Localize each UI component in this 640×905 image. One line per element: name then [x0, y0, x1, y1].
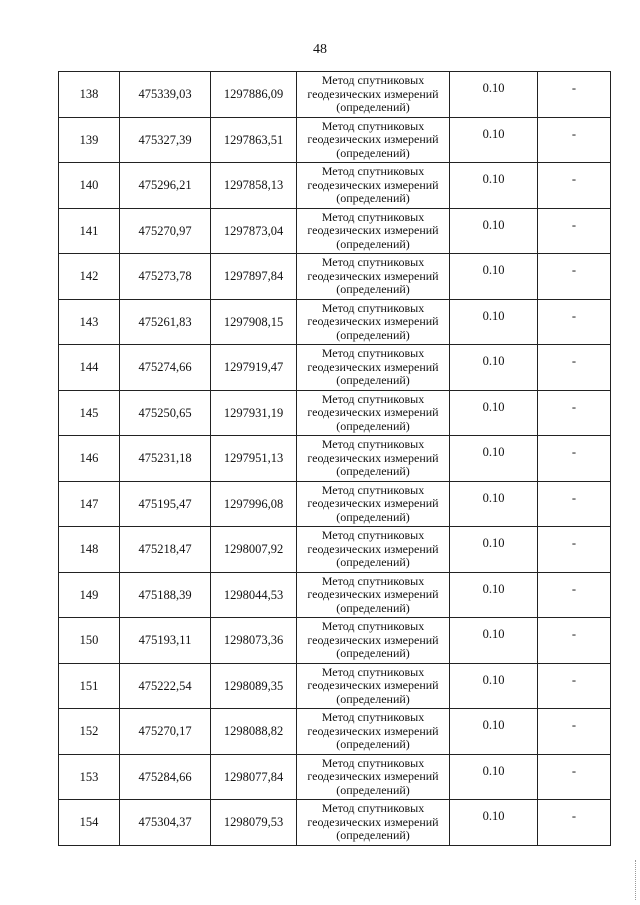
method-line: Метод спутниковых	[321, 391, 425, 406]
accuracy-cell	[450, 800, 538, 846]
method-cell	[297, 481, 450, 527]
method-line: геодезических измерений	[307, 450, 439, 465]
point-number-cell: 146	[59, 436, 120, 482]
note-value: -	[571, 536, 577, 550]
x-coordinate-cell: 475218,47	[120, 527, 211, 573]
accuracy-cell	[450, 663, 538, 709]
note-cell	[538, 254, 611, 300]
accuracy-value: 0.10	[482, 490, 505, 505]
method-cell	[297, 117, 450, 163]
accuracy-cell	[450, 709, 538, 755]
accuracy-cell	[450, 345, 538, 391]
point-number-cell: 142	[59, 254, 120, 300]
point-number-cell: 154	[59, 800, 120, 846]
accuracy-value: 0.10	[482, 126, 505, 141]
point-number-cell: 148	[59, 527, 120, 573]
note-value: -	[571, 81, 577, 95]
point-number-cell: 141	[59, 208, 120, 254]
method-line: геодезических измерений	[307, 587, 439, 601]
note-value: -	[571, 581, 577, 596]
method-cell	[297, 800, 450, 846]
y-coordinate-cell: 1298079,53	[211, 800, 297, 846]
note-cell	[538, 572, 611, 618]
x-coordinate-cell: 475339,03	[120, 72, 211, 118]
note-value: -	[571, 217, 577, 232]
accuracy-cell	[450, 72, 538, 118]
x-coordinate-cell: 475250,65	[120, 390, 211, 436]
method-cell	[297, 572, 450, 618]
method-line: геодезических измерений	[307, 632, 439, 647]
method-line: Метод спутниковых	[321, 664, 425, 679]
method-line: Метод спутниковых	[321, 118, 425, 133]
accuracy-cell	[450, 390, 538, 436]
table-row	[59, 527, 611, 573]
method-cell	[297, 709, 450, 755]
note-cell	[538, 436, 611, 482]
y-coordinate-cell: 1297897,84	[211, 254, 297, 300]
method-cell	[297, 390, 450, 436]
point-number-cell: 145	[59, 390, 120, 436]
y-coordinate-cell: 1297858,13	[211, 163, 297, 209]
accuracy-value: 0.10	[482, 536, 505, 550]
method-line: Метод спутниковых	[321, 619, 425, 633]
table-row	[59, 254, 611, 300]
table-row	[59, 208, 611, 254]
method-line: геодезических измерений	[307, 268, 439, 283]
method-line: геодезических измерений	[307, 177, 439, 192]
y-coordinate-cell: 1297919,47	[211, 345, 297, 391]
accuracy-value: 0.10	[482, 354, 505, 368]
method-line: Метод спутниковых	[321, 73, 425, 87]
note-value: -	[571, 172, 577, 186]
accuracy-value: 0.10	[482, 581, 505, 596]
accuracy-value: 0.10	[482, 809, 505, 823]
point-number-cell: 151	[59, 663, 120, 709]
note-cell	[538, 345, 611, 391]
x-coordinate-cell: 475195,47	[120, 481, 211, 527]
note-value: -	[571, 627, 577, 641]
y-coordinate-cell: 1297996,08	[211, 481, 297, 527]
y-coordinate-cell: 1297886,09	[211, 72, 297, 118]
page-number: 48	[313, 42, 327, 57]
note-value: -	[571, 126, 577, 141]
accuracy-cell	[450, 163, 538, 209]
point-number-cell: 147	[59, 481, 120, 527]
note-cell	[538, 481, 611, 527]
method-line: Метод спутниковых	[321, 755, 425, 770]
point-number-cell: 143	[59, 299, 120, 345]
table-row	[59, 72, 611, 118]
method-line: геодезических измерений	[307, 541, 439, 556]
y-coordinate-cell: 1297931,19	[211, 390, 297, 436]
note-cell	[538, 117, 611, 163]
method-line: геодезических измерений	[307, 723, 439, 738]
method-line: геодезических измерений	[307, 359, 439, 374]
note-value: -	[571, 354, 577, 368]
method-line: Метод спутниковых	[321, 300, 425, 315]
x-coordinate-cell: 475270,97	[120, 208, 211, 254]
accuracy-cell	[450, 254, 538, 300]
table-row	[59, 345, 611, 391]
method-line: (определений)	[336, 509, 410, 524]
x-coordinate-cell: 475222,54	[120, 663, 211, 709]
method-line: геодезических измерений	[307, 496, 439, 510]
accuracy-cell	[450, 436, 538, 482]
x-coordinate-cell: 475296,21	[120, 163, 211, 209]
y-coordinate-cell: 1297863,51	[211, 117, 297, 163]
table-row	[59, 117, 611, 163]
accuracy-cell	[450, 572, 538, 618]
accuracy-value: 0.10	[482, 445, 505, 459]
x-coordinate-cell: 475273,78	[120, 254, 211, 300]
accuracy-value: 0.10	[482, 81, 505, 95]
y-coordinate-cell: 1297951,13	[211, 436, 297, 482]
method-cell	[297, 663, 450, 709]
note-cell	[538, 754, 611, 800]
accuracy-cell	[450, 527, 538, 573]
accuracy-cell	[450, 481, 538, 527]
method-cell	[297, 208, 450, 254]
method-cell	[297, 254, 450, 300]
point-number-cell: 139	[59, 117, 120, 163]
method-cell	[297, 436, 450, 482]
note-cell	[538, 299, 611, 345]
method-line: геодезических измерений	[307, 314, 439, 328]
table-row	[59, 572, 611, 618]
accuracy-cell	[450, 208, 538, 254]
point-number-cell: 138	[59, 72, 120, 118]
method-line: Метод спутниковых	[321, 437, 425, 451]
method-line: Метод спутниковых	[321, 209, 425, 224]
method-line: Метод спутниковых	[321, 573, 425, 588]
method-line: геодезических измерений	[307, 132, 439, 146]
y-coordinate-cell: 1298044,53	[211, 572, 297, 618]
accuracy-value: 0.10	[482, 672, 505, 687]
x-coordinate-cell: 475327,39	[120, 117, 211, 163]
method-line: Метод спутниковых	[321, 255, 425, 269]
note-cell	[538, 527, 611, 573]
method-cell	[297, 72, 450, 118]
table-row	[59, 390, 611, 436]
accuracy-cell	[450, 754, 538, 800]
method-cell	[297, 618, 450, 664]
y-coordinate-cell: 1298089,35	[211, 663, 297, 709]
note-value: -	[571, 399, 577, 414]
note-value: -	[571, 672, 577, 687]
method-line: геодезических измерений	[307, 223, 439, 237]
method-cell	[297, 299, 450, 345]
accuracy-value: 0.10	[482, 308, 505, 323]
y-coordinate-cell: 1297873,04	[211, 208, 297, 254]
method-line: Метод спутниковых	[321, 346, 425, 360]
table-row	[59, 163, 611, 209]
method-line: геодезических измерений	[307, 769, 439, 783]
method-line: (определений)	[336, 418, 410, 433]
table-row	[59, 800, 611, 846]
accuracy-value: 0.10	[482, 217, 505, 232]
note-value: -	[571, 445, 577, 459]
method-line: (определений)	[336, 282, 410, 296]
method-cell	[297, 754, 450, 800]
note-cell	[538, 208, 611, 254]
accuracy-value: 0.10	[482, 763, 505, 778]
method-line: (определений)	[336, 191, 410, 205]
note-value: -	[571, 763, 577, 778]
method-line: (определений)	[336, 782, 410, 797]
method-line: (определений)	[336, 236, 410, 251]
method-line: Метод спутниковых	[321, 801, 425, 815]
note-value: -	[571, 490, 577, 505]
table-row	[59, 436, 611, 482]
note-value: -	[571, 809, 577, 823]
point-number-cell: 140	[59, 163, 120, 209]
method-line: (определений)	[336, 464, 410, 478]
accuracy-value: 0.10	[482, 263, 505, 277]
y-coordinate-cell: 1298073,36	[211, 618, 297, 664]
method-cell	[297, 163, 450, 209]
x-coordinate-cell: 475284,66	[120, 754, 211, 800]
y-coordinate-cell: 1298088,82	[211, 709, 297, 755]
y-coordinate-cell: 1298077,84	[211, 754, 297, 800]
method-line: (определений)	[336, 691, 410, 706]
point-number-cell: 144	[59, 345, 120, 391]
note-cell	[538, 163, 611, 209]
accuracy-value: 0.10	[482, 718, 505, 732]
method-line: (определений)	[336, 737, 410, 751]
note-cell	[538, 663, 611, 709]
note-cell	[538, 72, 611, 118]
method-line: Метод спутниковых	[321, 528, 425, 542]
method-line: геодезических измерений	[307, 814, 439, 829]
note-cell	[538, 618, 611, 664]
method-cell	[297, 527, 450, 573]
point-number-cell: 153	[59, 754, 120, 800]
point-number-cell: 152	[59, 709, 120, 755]
x-coordinate-cell: 475270,17	[120, 709, 211, 755]
note-cell	[538, 390, 611, 436]
point-number-cell: 150	[59, 618, 120, 664]
method-line: Метод спутниковых	[321, 710, 425, 724]
table-row	[59, 618, 611, 664]
coordinates-table-body	[59, 72, 611, 846]
y-coordinate-cell: 1298007,92	[211, 527, 297, 573]
method-line: Метод спутниковых	[321, 164, 425, 178]
note-cell	[538, 709, 611, 755]
method-line: (определений)	[336, 555, 410, 569]
method-line: (определений)	[336, 828, 410, 842]
accuracy-cell	[450, 618, 538, 664]
table-row	[59, 299, 611, 345]
x-coordinate-cell: 475188,39	[120, 572, 211, 618]
note-value: -	[571, 263, 577, 277]
method-line: геодезических измерений	[307, 405, 439, 419]
method-line: Метод спутниковых	[321, 482, 425, 497]
scan-edge-mark	[635, 860, 638, 900]
table-row	[59, 754, 611, 800]
note-cell	[538, 800, 611, 846]
accuracy-value: 0.10	[482, 627, 505, 641]
y-coordinate-cell: 1297908,15	[211, 299, 297, 345]
table-row	[59, 709, 611, 755]
method-line: (определений)	[336, 145, 410, 160]
x-coordinate-cell: 475193,11	[120, 618, 211, 664]
method-line: (определений)	[336, 100, 410, 114]
method-line: геодезических измерений	[307, 86, 439, 101]
table-row	[59, 481, 611, 527]
note-value: -	[571, 718, 577, 732]
accuracy-cell	[450, 299, 538, 345]
note-value: -	[571, 308, 577, 323]
accuracy-value: 0.10	[482, 399, 505, 414]
x-coordinate-cell: 475231,18	[120, 436, 211, 482]
table-row	[59, 663, 611, 709]
point-number-cell: 149	[59, 572, 120, 618]
method-line: (определений)	[336, 646, 410, 660]
method-line: геодезических измерений	[307, 678, 439, 692]
accuracy-cell	[450, 117, 538, 163]
method-line: (определений)	[336, 373, 410, 387]
x-coordinate-cell: 475304,37	[120, 800, 211, 846]
method-line: (определений)	[336, 600, 410, 615]
method-line: (определений)	[336, 327, 410, 342]
x-coordinate-cell: 475274,66	[120, 345, 211, 391]
coordinates-table	[58, 71, 611, 846]
method-cell	[297, 345, 450, 391]
accuracy-value: 0.10	[482, 172, 505, 186]
x-coordinate-cell: 475261,83	[120, 299, 211, 345]
